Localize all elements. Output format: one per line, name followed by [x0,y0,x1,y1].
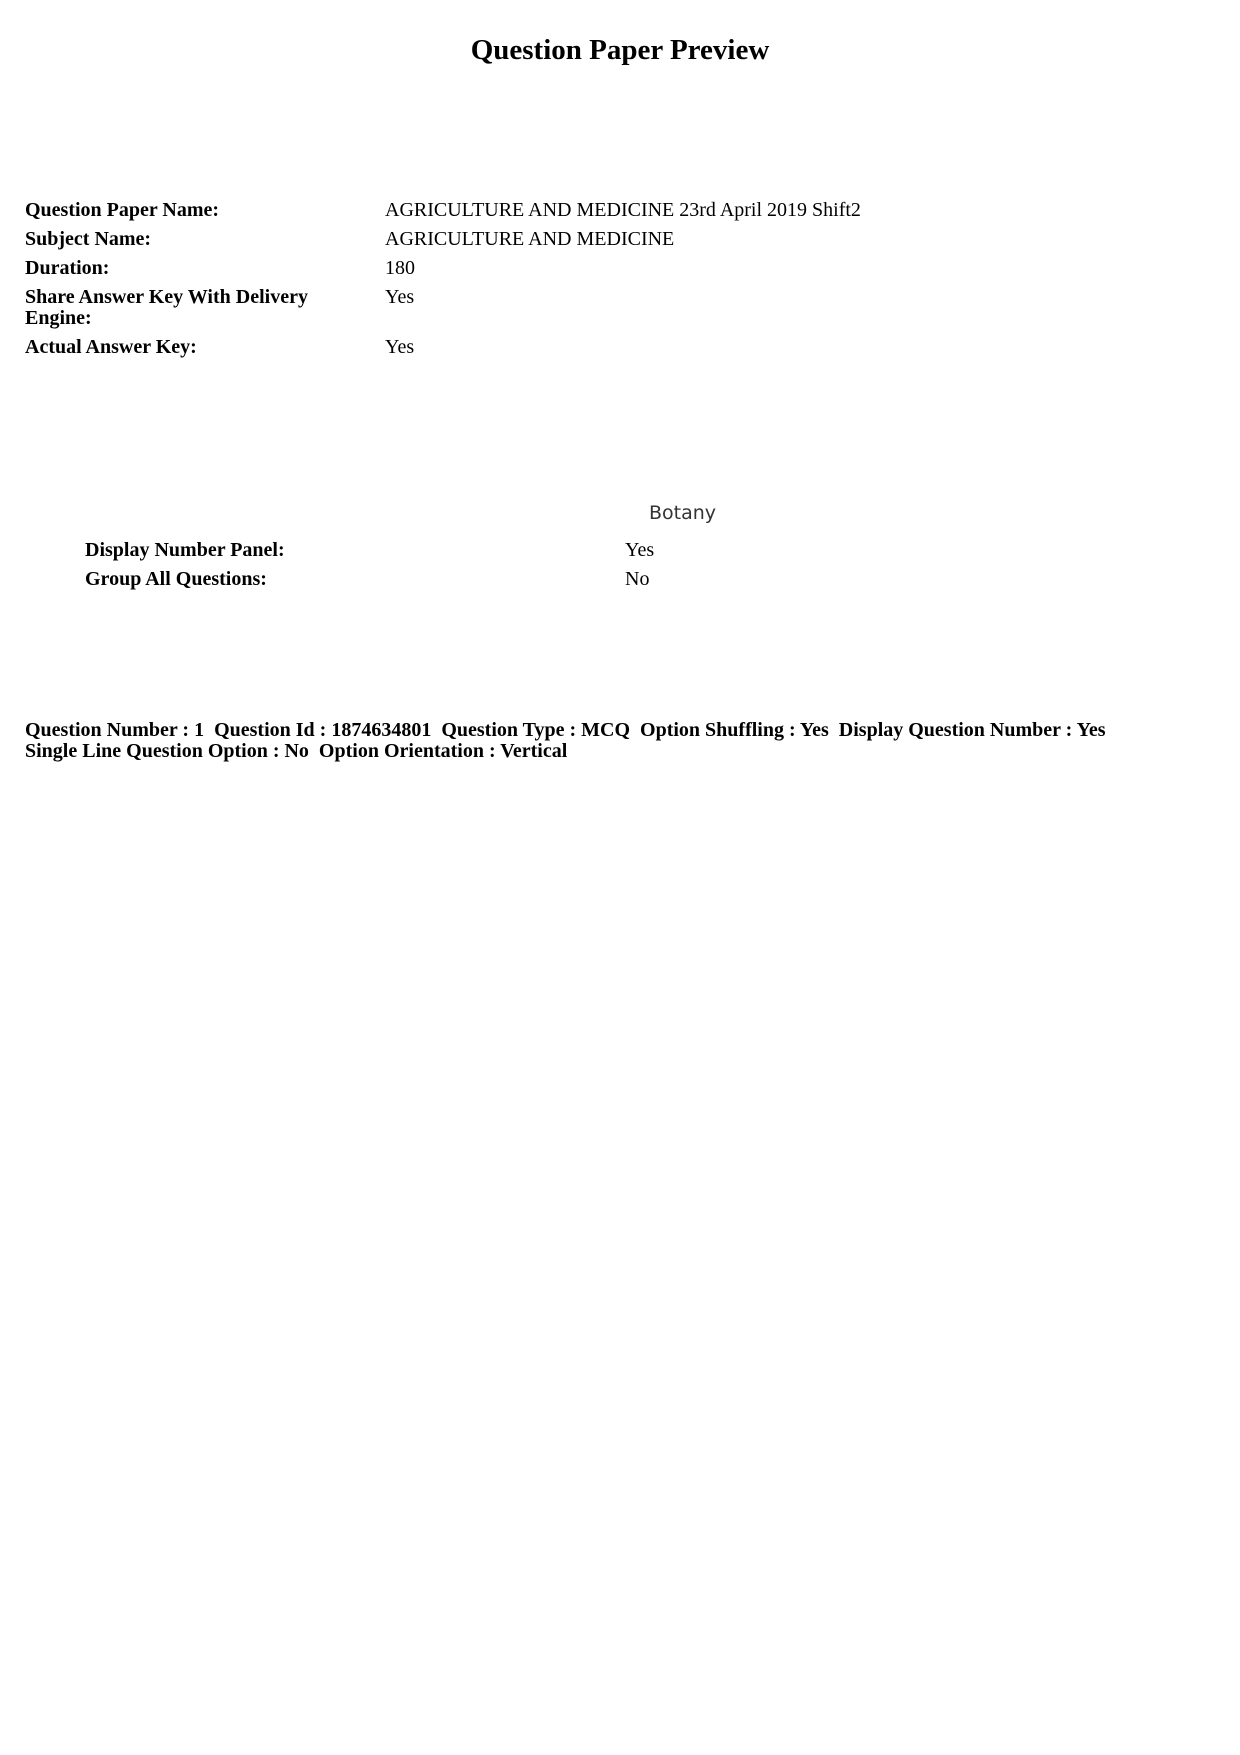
paper-name-value: AGRICULTURE AND MEDICINE 23rd April 2019 Shift2 [385,199,861,221]
question-header [25,720,1215,762]
section-name: Botany [649,502,717,524]
paper-name-label: Question Paper Name: [25,199,220,221]
question-header-line2: Single Line Question Option : No Option Orientation : Vertical [25,740,568,762]
page-title: Question Paper Preview [470,34,770,66]
section-settings-row [85,540,654,569]
paper-info-row [25,287,861,337]
duration-label: Duration: [25,257,110,279]
question-header-line1: Question Number : 1 Question Id : 1874634801 Question Type : MCQ Option Shuffling : Yes Display Question Number : Yes [25,719,1106,741]
paper-info-row [25,200,861,229]
paper-info-row [25,229,861,258]
display-number-panel-value: Yes [625,539,655,561]
paper-info-row [25,258,861,287]
paper-info-row [25,337,861,366]
actual-answer-key-value: Yes [385,336,415,358]
group-all-questions-label: Group All Questions: [85,568,267,590]
section-settings-row [85,569,654,598]
share-answer-key-value: Yes [385,286,415,308]
share-answer-key-label: Share Answer Key With Delivery Engine: [25,286,308,329]
actual-answer-key-label: Actual Answer Key: [25,336,197,358]
group-all-questions-value: No [625,568,650,590]
duration-value: 180 [385,257,415,279]
subject-name-label: Subject Name: [25,228,152,250]
display-number-panel-label: Display Number Panel: [85,539,285,561]
section-settings-table [85,540,654,598]
paper-info-table [25,200,861,366]
subject-name-value: AGRICULTURE AND MEDICINE [385,228,675,250]
